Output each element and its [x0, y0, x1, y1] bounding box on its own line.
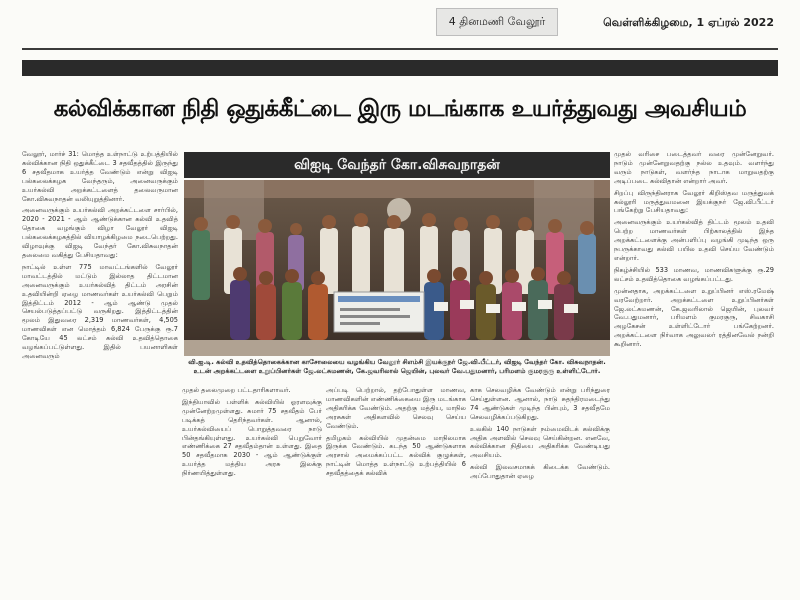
paragraph: நாட்டில் உள்ள 775 மாவட்டங்களில் வேலூர் மாவட்டத்தில் மட்டும் இல்லாத திட்டமான அனைவருக்கும் உயர்கல்வித் திட்டம் அரசின் உதவியின்றி ஏழை மாணவர்கள் உயர்கல்வி பெறும் இத்திட்டம் 2012 - ஆம் ஆண்டு முதல் செயல்படுத்தப்பட்டு வருகிறது. இத்திட்டத்தின் மூலம் இதுவரை 2,319 மாணவர்கள், 4,505 மாணவிகள் என மொத்தம் 6,824 பேருக்கு ரூ.7 கோடியே 45 லட்சம் கல்வி உதவித்தொகை வழங்கப்பட்டுள்ளது. இதில் பயனாளிகள் அனைவரும்: [22, 262, 178, 360]
paragraph: கல்வி இலவசமாகக் கிடைக்க வேண்டும். அப்போதுதான் ஏழை: [470, 463, 610, 481]
news-photo: [184, 180, 610, 356]
photo-caption: வி.ஐ.டி. கல்வி உதவித்தொகைக்கான காசோலையை வழங்கிய வேலூர் சிஎம்சி இயக்குநர் ஜே.வி.பீட்டர், விஐடி வேந்தர் கோ. விசுவநாதன். உடன் அறக்கட்டளை உறுப்பினர்கள் ஜே.லட்சுமணன், கே.ஜவரிலால் ஜெயின், புலவர் வே.பதுமனார், பரிமளம் குமரகுரு உள்ளிட்டோர்.: [188, 358, 606, 375]
paragraph: உலகில் 140 நாடுகள் நம்மைவிடக் கல்விக்கு அதிக அளவில் செலவு செய்கின்றன. எனவே, கல்விக்கான நிதியை அதிகரிக்க வேண்டியது அவசியம்.: [470, 424, 610, 460]
paragraph: இந்தியாவில் பள்ளிக் கல்வியில் ஓரளவுக்கு முன்னேற்றமுள்ளது. சுமார் 75 சதவீதம் பேர் படிக்கத் தெரிந்தவர்கள். ஆனால், உயர்கல்வியைப் பொறுத்தவரை நாடு பின்தங்கியுள்ளது. உயர்கல்வி பெறுவோர் எண்ணிக்கை 27 சதவீதம்தான் உள்ளது. இதை 50 சதவீதமாக 2030 - ஆம் ஆண்டுக்குள் உயர்த்த மத்திய அரசு இலக்கு நிர்ணயித்துள்ளது.: [182, 397, 322, 478]
paragraph: நிகழ்ச்சியில் 533 மாணவ, மாணவிகளுக்கு ரூ.29 லட்சம் உதவித்தொகை வழங்கப்பட்டது.: [614, 265, 774, 283]
page-bottom-fade: [22, 560, 778, 600]
article-column-bottom-3: [470, 386, 610, 576]
header-rule: [22, 48, 778, 50]
paragraph: தமிழகம் கல்வியில் முதன்மை மாநிலமாக இருக்க வேண்டும். கடந்த 50 ஆண்டுகளாக அரசால் அமைக்கப்பட்ட கல்விக் குழுக்கள், நாட்டின் மொத்த உள்நாட்டு உற்பத்தியில் 6 சதவீதத்தைக் கல்விக்: [326, 433, 466, 478]
page-tag: 4 தினமணி வேலூர்: [436, 8, 558, 36]
paragraph: சிறப்பு விருந்தினராக வேலூர் கிறிஸ்தவ மருத்துவக் கல்லூரி மருத்துவமனை இயக்குநர் ஜே.வி.பீட்டர் பங்கேற்று பேசியதாவது:: [614, 188, 774, 215]
paragraph: வேலூர், மார்ச் 31: மொத்த உள்நாட்டு உற்பத்தியில் கல்விக்கான நிதி ஒதுக்கீட்டை 3 சதவீதத்தில் இருந்து 6 சதவீதமாக உயர்த்த வேண்டும் என்று விஐடி பல்கலைக்கழக வேந்தரும், அனைவருக்கும் உயர்கல்வி அறக்கட்டளைத் தலைவருமான கோ.விசுவநாதன் வலியுறுத்தினார்.: [22, 150, 178, 203]
article-column-right: [614, 150, 774, 540]
paragraph: அனைவருக்கும் உயர்கல்வித் திட்டம் மூலம் உதவி பெற்ற மாணவர்கள் பிற்காலத்தில் இந்த அறக்கட்டளைக்கு அன்பளிப்பு வழங்கி முடிந்த ஒரு நபருக்காவது கல்வி பயில உதவி செய்ய வேண்டும் என்றார்.: [614, 218, 774, 262]
top-band: [22, 60, 778, 76]
publication-date: வெள்ளிக்கிழமை, 1 ஏப்ரல் 2022: [603, 16, 774, 29]
paragraph: முதல் வரிசை படைத்தவர் வரை முன்னேறுவர். நாடும் முன்னேறுவதற்கு நல்ல உதவும். வளர்ந்து வரும் நாடுகள், வளர்ந்த நாடாக மாறுவதற்கு அடிப்படை கல்விதான் என்றார் அவர்.: [614, 150, 774, 185]
article-column-bottom-1: [182, 386, 322, 576]
event-photo-illustration: [184, 180, 610, 356]
headline: கல்விக்கான நிதி ஒதுக்கீட்டை இரு மடங்காக உயர்த்துவது அவசியம்: [53, 96, 747, 122]
paragraph: காக செலவழிக்க வேண்டும் என்று பரிந்துரை செய்துள்ளன. ஆனால், நாடு சுதந்திரமடைந்து 74 ஆண்டுகள் முடிந்த பின்பும், 3 சதவீதமே செலவழிக்கப்படுகிறது.: [470, 386, 610, 421]
paragraph: முன்னதாக, அறக்கட்டளை உறுப்பினர் எஸ்.ரமேஷ் வரவேற்றார். அறக்கட்டளை உறுப்பினர்கள் ஜே.லட்சுமணன், கே.ஜவரிலால் ஜெயின், புலவர் வே.பதுமனார், பரிமளம் குமரகுரு, சிவகாசி அழகேசன் உள்ளிட்டோர் பங்கேற்றனர். அறக்கட்டளை நிர்வாக அலுவலர் ரத்தினவேல் நன்றி கூறினார்.: [614, 286, 774, 349]
paragraph: முதல் தலைமுறை பட்டதாரிகளாவர்.: [182, 386, 291, 394]
article-column-bottom-2: [326, 386, 466, 576]
article-column-left: [22, 150, 178, 520]
paragraph: அப்படி பெற்றால், தற்போதுள்ள மாணவ, மாணவிகளின் எண்ணிக்கையை இரு மடங்காக அதிகரிக்க வேண்டும். அதற்கு மத்திய, மாநில அரசுகள் அதிகளவில் செலவு செய்ய வேண்டும்.: [326, 386, 466, 430]
paragraph: அனைவருக்கும் உயர்கல்வி அறக்கட்டளை சார்பில், 2020 - 2021 - ஆம் ஆண்டுக்கான கல்வி உதவித் தொகை வழங்கும் விழா வேலூர் விஐடி பல்கலைக்கழகத்தில் வியாழக்கிழமை நடைபெற்றது. விழாவுக்கு விஐடி வேந்தர் கோ.விசுவநாதன் தலைமை வகித்து பேசியதாவது:: [22, 206, 178, 259]
byline-banner: விஐடி வேந்தர் கோ.விசுவநாதன்: [184, 152, 610, 178]
